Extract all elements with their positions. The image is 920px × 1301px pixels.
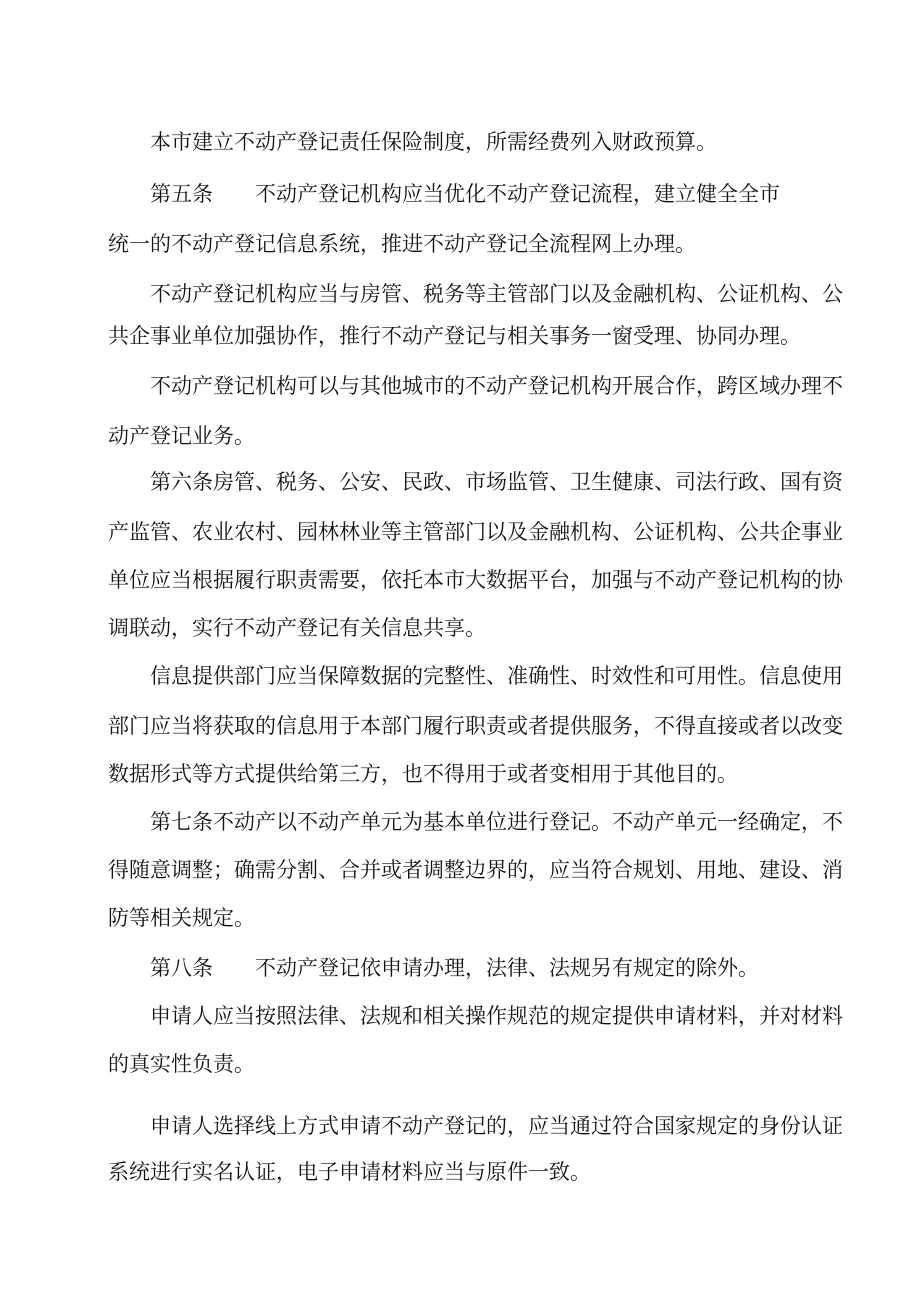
- paragraph-line: 单位应当根据履行职责需要，依托本市大数据平台，加强与不动产登记机构的协: [108, 568, 843, 592]
- paragraph-line: 信息提供部门应当保障数据的完整性、准确性、时效性和可用性。信息使用: [150, 664, 843, 688]
- article-heading-line: [150, 954, 813, 982]
- article-heading-line: [150, 180, 813, 208]
- line-text: 不动产登记机构应当优化不动产登记流程，建立健全全市: [255, 182, 780, 206]
- line-text: 本市建立不动产登记责任保险制度，所需经费列入财政预算。: [150, 130, 717, 154]
- paragraph-line: 得随意调整；确需分割、合并或者调整边界的，应当符合规划、用地、建设、消: [108, 858, 843, 882]
- paragraph-line: [108, 230, 813, 258]
- paragraph-line: 的真实性负责。: [108, 1052, 255, 1076]
- article-label: 第八条: [150, 956, 213, 980]
- article-label: 第五条: [150, 182, 213, 206]
- paragraph-line: 不动产登记机构应当与房管、税务等主管部门以及金融机构、公证机构、公: [150, 282, 843, 306]
- paragraph-line: 申请人应当按照法律、法规和相关操作规范的规定提供申请材料，并对材料: [150, 1004, 843, 1028]
- paragraph-line: 不动产登记机构可以与其他城市的不动产登记机构开展合作，跨区域办理不: [150, 374, 843, 398]
- paragraph-line: [150, 128, 813, 156]
- line-text: 不动产登记依申请办理，法律、法规另有规定的除外。: [255, 956, 759, 980]
- paragraph-line: 数据形式等方式提供给第三方，也不得用于或者变相用于其他目的。: [108, 762, 738, 786]
- line-text: 统一的不动产登记信息系统，推进不动产登记全流程网上办理。: [108, 232, 696, 256]
- paragraph-line: 第七条不动产以不动产单元为基本单位进行登记。不动产单元一经确定，不: [150, 810, 843, 834]
- paragraph-line: 动产登记业务。: [108, 424, 255, 448]
- paragraph-line: 系统进行实名认证，电子申请材料应当与原件一致。: [108, 1160, 591, 1184]
- paragraph-line: 调联动，实行不动产登记有关信息共享。: [108, 616, 486, 640]
- paragraph-line: 产监管、农业农村、园林林业等主管部门以及金融机构、公证机构、公共企事业: [108, 520, 843, 544]
- paragraph-line: 申请人选择线上方式申请不动产登记的，应当通过符合国家规定的身份认证: [150, 1114, 843, 1138]
- paragraph-line: 共企事业单位加强协作，推行不动产登记与相关事务一窗受理、协同办理。: [108, 324, 801, 348]
- paragraph-line: 部门应当将获取的信息用于本部门履行职责或者提供服务，不得直接或者以改变: [108, 714, 843, 738]
- paragraph-line: 防等相关规定。: [108, 906, 255, 930]
- paragraph-line: 第六条房管、税务、公安、民政、市场监管、卫生健康、司法行政、国有资: [150, 470, 843, 494]
